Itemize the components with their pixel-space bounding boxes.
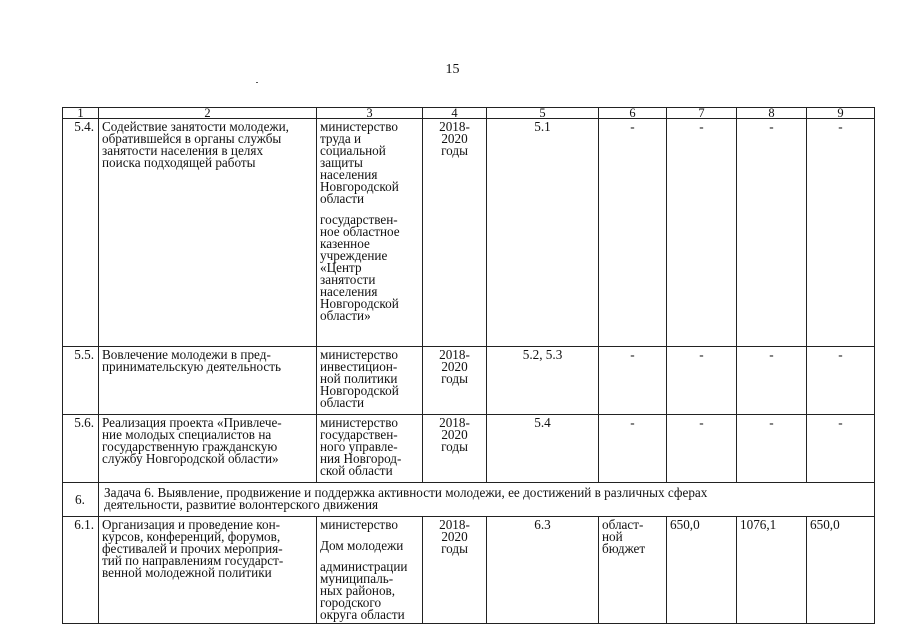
text-line: 2020 [441,427,468,442]
indicator-cell: 5.2, 5.3 [487,347,599,415]
text-line: годы [441,439,468,454]
text-line: округа области [320,607,405,622]
text-line: социальной [320,143,386,158]
text-line: муниципаль- [320,571,394,586]
text-line: населения [320,167,378,182]
task-row [63,483,875,517]
item-number: 5.5. [63,347,99,415]
text-line: ской области [320,463,393,478]
amount-cell: - [807,347,875,415]
executor-cell [317,347,423,415]
executor [320,561,419,621]
period-cell [423,119,487,347]
text-line: области» [320,308,371,323]
funding-source-cell: - [599,119,667,347]
text-line: 2020 [441,359,468,374]
text-line: Содействие занятости молодежи, [102,119,289,134]
funding-source-cell: - [599,347,667,415]
text-line: поиска подходящей работы [102,155,256,170]
executor-cell [317,415,423,483]
activity-cell [99,415,317,483]
column-number: 4 [423,108,487,119]
text-line: занятости населения в целях [102,143,264,158]
text-line: ния Новгород- [320,451,402,466]
text-line: ной [602,529,623,544]
executor [320,540,419,552]
period-cell [423,415,487,483]
item-number: 5.4. [63,119,99,347]
executor-cell [317,517,423,624]
executor [320,519,419,531]
text-line: защиты [320,155,363,170]
text-line: курсов, конференций, форумов, [102,529,281,544]
text-line: учреждение [320,248,388,263]
amount-cell: - [737,119,807,347]
amount-cell: 650,0 [807,517,875,624]
text-line: городского [320,595,382,610]
column-number-row [63,108,875,119]
table-row [63,415,875,483]
text-line: 2020 [441,131,468,146]
amount-cell: 1076,1 [737,517,807,624]
text-line: 2018- [439,517,470,532]
scan-speck [256,82,258,83]
text-line: тий по направлениям государст- [102,553,284,568]
text-line: 2018- [439,119,470,134]
text-line: инвестицион- [320,359,398,374]
text-line: 2018- [439,415,470,430]
executor [320,214,419,322]
amount-cell: 650,0 [667,517,737,624]
executor [320,121,419,205]
amount-cell: - [667,415,737,483]
page-number: 15 [445,62,460,77]
text-line: ных районов, [320,583,396,598]
text-line: «Центр [320,260,362,275]
column-number: 1 [63,108,99,119]
text-line: труда и [320,131,362,146]
text-line: области [320,395,365,410]
activity-cell [99,119,317,347]
text-line: Новгородской [320,296,399,311]
text-line: 2018- [439,347,470,362]
text-line: годы [441,371,468,386]
text-line: казенное [320,236,370,251]
column-number: 8 [737,108,807,119]
column-number: 7 [667,108,737,119]
activity-cell [99,517,317,624]
text-line: фестивалей и прочих мероприя- [102,541,283,556]
text-line: занятости [320,272,376,287]
text-line: Задача 6. Выявление, продвижение и поддержка активности молодежи, ее достижений в различных сферах [104,485,708,500]
task-heading [99,483,875,517]
text-line: министерство [320,517,398,532]
text-line: Новгородской [320,179,399,194]
text-line: министерство [320,347,398,362]
table-row [63,119,875,347]
text-line: принимательскую деятельность [102,359,282,374]
text-line: венной молодежной политики [102,565,272,580]
funding-source-cell [599,517,667,624]
item-number: 5.6. [63,415,99,483]
column-number: 2 [99,108,317,119]
period-cell [423,517,487,624]
column-number: 6 [599,108,667,119]
amount-cell: - [807,415,875,483]
period-cell [423,347,487,415]
text-line: администрации [320,559,408,574]
text-line: годы [441,143,468,158]
text-line: деятельности, развитие волонтерского движения [104,497,379,512]
task-number: 6. [63,483,99,517]
text-line: обратившейся в органы службы [102,131,282,146]
text-line: государствен- [320,212,398,227]
text-line: бюджет [602,541,646,556]
column-number: 3 [317,108,423,119]
text-line: Реализация проекта «Привлече- [102,415,282,430]
table-row [63,347,875,415]
amount-cell: - [807,119,875,347]
text-line: Дом молодежи [320,538,404,553]
text-line: министерство [320,415,398,430]
text-line: област- [602,517,644,532]
text-line: государственную гражданскую [102,439,278,454]
text-line: Новгородской [320,383,399,398]
text-line: ние молодых специалистов на [102,427,272,442]
activities-table [62,107,875,624]
text-line: населения [320,284,378,299]
text-line: государствен- [320,427,398,442]
indicator-cell: 6.3 [487,517,599,624]
text-line: годы [441,541,468,556]
amount-cell: - [737,347,807,415]
executor-cell [317,119,423,347]
amount-cell: - [737,415,807,483]
activity-cell [99,347,317,415]
amount-cell: - [667,119,737,347]
text-line: Организация и проведение кон- [102,517,281,532]
funding-source-cell: - [599,415,667,483]
text-line: службу Новгородской области» [102,451,279,466]
text-line: ного управле- [320,439,398,454]
indicator-cell: 5.4 [487,415,599,483]
text-line: области [320,191,365,206]
column-number: 9 [807,108,875,119]
item-number: 6.1. [63,517,99,624]
text-line: Вовлечение молодежи в пред- [102,347,271,362]
table-row [63,517,875,624]
amount-cell: - [667,347,737,415]
text-line: ной политики [320,371,398,386]
text-line: министерство [320,119,398,134]
text-line: 2020 [441,529,468,544]
indicator-cell: 5.1 [487,119,599,347]
column-number: 5 [487,108,599,119]
text-line: ное областное [320,224,400,239]
